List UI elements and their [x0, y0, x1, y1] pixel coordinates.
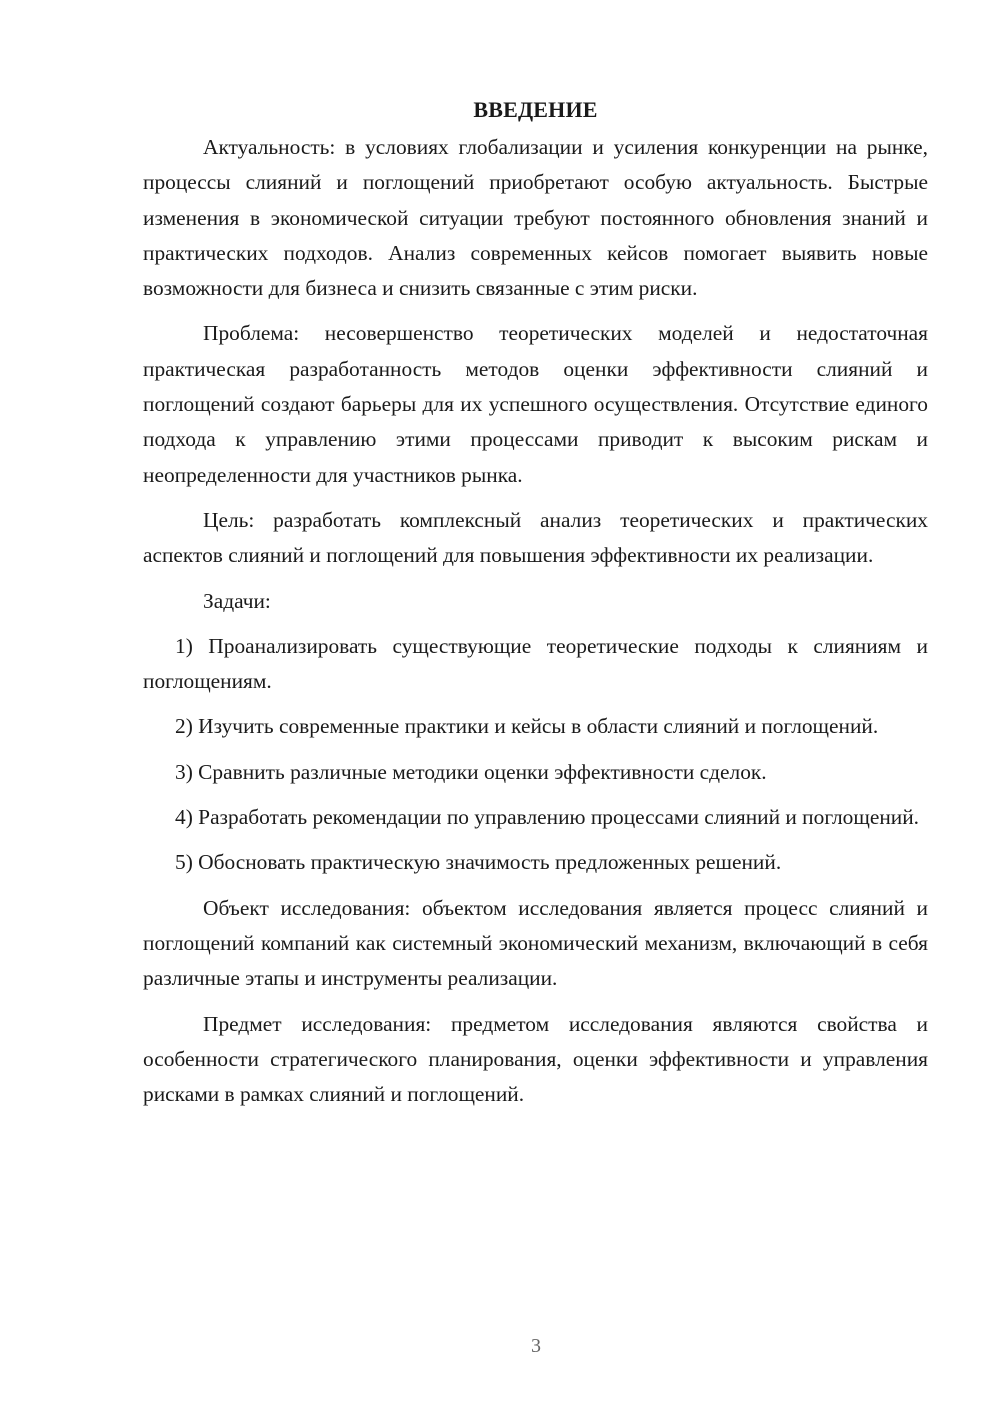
task-item-5: 5) Обосновать практическую значимость предложенных решений.	[175, 850, 782, 875]
paragraph-subject: Предмет исследования: предметом исследования являются свойства и особенности стратегического планирования, оценки эффективности и управления рисками в рамках слияний и поглощений.	[143, 1011, 928, 1107]
task-item-3: 3) Сравнить различные методики оценки эффективности сделок.	[175, 759, 767, 784]
page-number: 3	[531, 1335, 541, 1357]
tasks-label: Задачи:	[203, 588, 271, 613]
paragraph-problem: Проблема: несовершенство теоретических моделей и недостаточная практическая разработанность методов оценки эффективности слияний и поглощений создают барьеры для их успешного осуществления. Отсутствие единого подхода к управлению этими процессами приводит к высоким рискам и неопределенности для участников рынка.	[143, 321, 928, 487]
page-title: ВВЕДЕНИЕ	[473, 97, 598, 122]
document-page	[143, 92, 928, 1122]
paragraph-goal: Цель: разработать комплексный анализ теоретических и практических аспектов слияний и поглощений для повышения эффективности их реализации.	[143, 507, 928, 568]
task-item-4: 4) Разработать рекомендации по управлению процессами слияний и поглощений.	[175, 805, 920, 830]
paragraph-relevance: Актуальность: в условиях глобализации и усиления конкуренции на рынке, процессы слияний и поглощений приобретают особую актуальность. Быстрые изменения в экономической ситуации требуют постоянного обновления знаний и практических подходов. Анализ современных кейсов помогает выявить новые возможности для бизнеса и снизить связанные с этим риски.	[143, 135, 928, 301]
task-item-2: 2) Изучить современные практики и кейсы в области слияний и поглощений.	[175, 714, 879, 739]
task-item-1: 1) Проанализировать существующие теоретические подходы к слияниям и поглощениям.	[143, 633, 928, 694]
paragraph-object: Объект исследования: объектом исследования является процесс слияний и поглощений компаний как системный экономический механизм, включающий в себя различные этапы и инструменты реализации.	[143, 895, 928, 991]
